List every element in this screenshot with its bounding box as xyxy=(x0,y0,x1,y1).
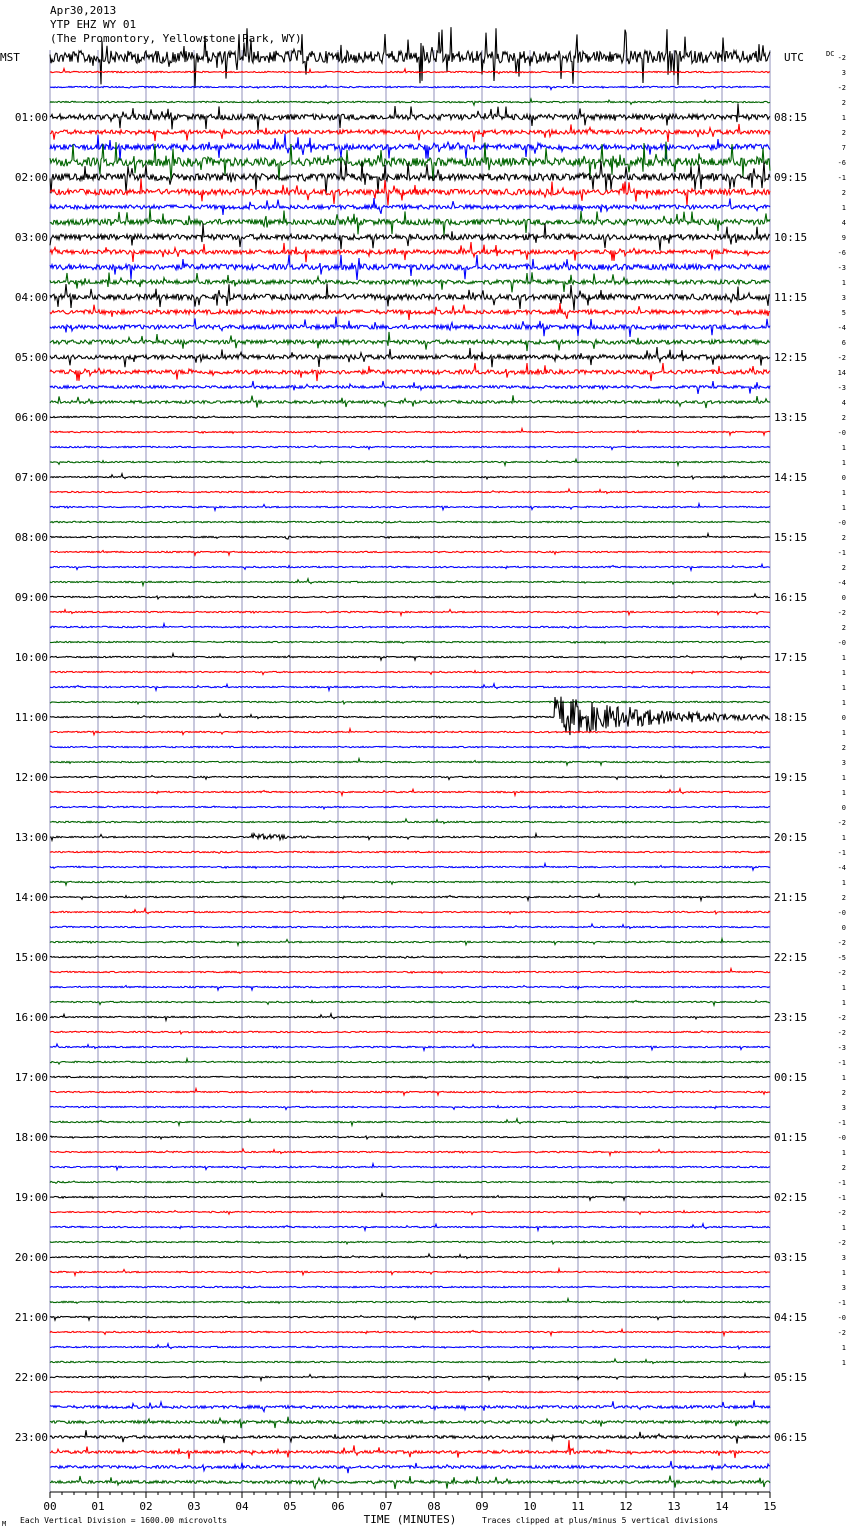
seismic-trace xyxy=(50,208,770,235)
seismic-trace xyxy=(50,179,770,206)
seismic-trace xyxy=(50,317,770,337)
mst-hour-label: 06:00 xyxy=(14,411,48,424)
clip-note: Traces clipped at plus/minus 5 vertical divisions xyxy=(482,1516,719,1525)
utc-hour-label: 06:15 xyxy=(774,1431,808,1444)
dc-offset-label: -1 xyxy=(837,1119,846,1127)
seismic-trace xyxy=(50,284,770,311)
mst-hour-label: 17:00 xyxy=(14,1071,48,1084)
mst-hour-label: 11:00 xyxy=(14,711,48,724)
seismic-trace xyxy=(50,1194,770,1201)
dc-offset-label: 2 xyxy=(841,564,846,572)
dc-offset-label: 1 xyxy=(841,444,846,452)
dc-offset-label: -2 xyxy=(837,939,846,947)
seismic-trace xyxy=(50,1461,770,1473)
dc-offset-label: 1 xyxy=(841,774,846,782)
dc-offset-label: -0 xyxy=(837,909,846,917)
seismic-trace xyxy=(50,446,770,450)
dc-offset-label: 3 xyxy=(841,759,846,767)
mst-hour-label: 01:00 xyxy=(14,111,48,124)
seismic-trace xyxy=(50,459,770,465)
dc-offset-label: 2 xyxy=(841,414,846,422)
dc-offset-label: 0 xyxy=(841,714,846,722)
seismic-trace xyxy=(50,1316,770,1321)
scale-note: Each Vertical Division = 1600.00 microvolts xyxy=(20,1516,228,1525)
x-tick-label: 00 xyxy=(43,1500,57,1513)
dc-offset-label: -2 xyxy=(837,1329,846,1337)
seismic-trace xyxy=(50,701,770,704)
utc-hour-label: 20:15 xyxy=(774,831,808,844)
dc-offset-label: 0 xyxy=(841,924,846,932)
seismic-trace xyxy=(50,1374,770,1381)
utc-hour-label: 00:15 xyxy=(774,1071,808,1084)
dc-offset-label: -1 xyxy=(837,174,846,182)
dc-offset-label: -0 xyxy=(837,429,846,437)
corner-mark: M xyxy=(2,1520,7,1528)
seismic-trace xyxy=(50,124,770,142)
dc-offset-label: -2 xyxy=(837,609,846,617)
dc-offset-label: 2 xyxy=(841,1164,846,1172)
seismic-trace xyxy=(50,1001,770,1006)
seismic-trace xyxy=(50,198,770,215)
dc-offset-label: 1 xyxy=(841,1269,846,1277)
dc-offset-label: 1 xyxy=(841,504,846,512)
dc-offset-label: -0 xyxy=(837,519,846,527)
dc-offset-label: 1 xyxy=(841,729,846,737)
seismic-trace xyxy=(50,474,770,479)
dc-offset-label: 2 xyxy=(841,744,846,752)
x-tick-label: 01 xyxy=(91,1500,105,1513)
plot-date: Apr30,2013 xyxy=(50,4,117,17)
seismic-trace xyxy=(50,1076,770,1078)
x-tick-label: 13 xyxy=(667,1500,681,1513)
mst-hour-label: 16:00 xyxy=(14,1011,48,1024)
seismic-trace xyxy=(50,654,770,661)
seismic-trace xyxy=(50,1149,770,1155)
mst-hour-label: 13:00 xyxy=(14,831,48,844)
utc-hour-label: 22:15 xyxy=(774,951,808,964)
dc-offset-label: 4 xyxy=(841,219,846,227)
seismic-trace xyxy=(50,969,770,974)
seismic-trace xyxy=(50,956,770,958)
seismic-trace xyxy=(50,610,770,616)
seismic-trace xyxy=(50,924,770,929)
seismic-trace xyxy=(50,1359,770,1364)
seismic-trace xyxy=(50,746,770,748)
seismic-trace xyxy=(50,223,770,250)
dc-offset-label: 1 xyxy=(841,114,846,122)
utc-hour-label: 01:15 xyxy=(774,1131,808,1144)
dc-offset-label: 0 xyxy=(841,594,846,602)
seismic-trace xyxy=(50,1254,770,1259)
seismic-trace xyxy=(50,851,770,853)
dc-offset-label: -0 xyxy=(837,639,846,647)
dc-offset-label: 1 xyxy=(841,1344,846,1352)
seismic-trace xyxy=(50,85,770,89)
utc-hour-label: 03:15 xyxy=(774,1251,808,1264)
dc-column-label: DC xyxy=(826,50,835,58)
dc-offset-label: -0 xyxy=(837,1314,846,1322)
dc-offset-label: 1 xyxy=(841,684,846,692)
dc-offset-label: 1 xyxy=(841,489,846,497)
utc-hour-label: 14:15 xyxy=(774,471,808,484)
seismic-trace xyxy=(50,521,770,523)
seismic-trace xyxy=(50,624,770,629)
trace-group xyxy=(50,27,770,1489)
mst-hour-label: 02:00 xyxy=(14,171,48,184)
seismic-trace xyxy=(50,134,770,161)
seismic-trace xyxy=(50,1044,770,1050)
dc-offset-label: 2 xyxy=(841,624,846,632)
dc-offset-label: -3 xyxy=(837,264,846,272)
dc-offset-label: -3 xyxy=(837,384,846,392)
seismic-trace xyxy=(50,864,770,871)
dc-offset-label: 1 xyxy=(841,1074,846,1082)
seismic-trace xyxy=(50,939,770,946)
utc-hour-label: 13:15 xyxy=(774,411,808,424)
seismic-trace xyxy=(50,1329,770,1335)
dc-offset-label: -4 xyxy=(837,579,846,587)
dc-offset-label: 1 xyxy=(841,459,846,467)
seismic-trace xyxy=(50,551,770,556)
seismic-trace xyxy=(50,363,770,381)
dc-offset-label: -2 xyxy=(837,1014,846,1022)
x-tick-label: 03 xyxy=(187,1500,201,1513)
mst-hour-label: 21:00 xyxy=(14,1311,48,1324)
seismic-trace xyxy=(50,27,770,88)
seismic-trace xyxy=(50,1286,770,1288)
seismic-trace xyxy=(50,641,770,643)
dc-offset-label: -2 xyxy=(837,84,846,92)
seismic-trace xyxy=(50,504,770,511)
dc-offset-label: 1 xyxy=(841,789,846,797)
utc-hour-label: 21:15 xyxy=(774,891,808,904)
dc-offset-label: -2 xyxy=(837,1029,846,1037)
seismic-trace xyxy=(50,1106,770,1110)
dc-offset-label: -2 xyxy=(837,969,846,977)
seismic-trace xyxy=(50,1391,770,1393)
seismic-trace xyxy=(50,99,770,105)
dc-offset-label: 2 xyxy=(841,534,846,542)
seismic-trace xyxy=(50,381,770,394)
mst-hour-label: 04:00 xyxy=(14,291,48,304)
dc-offset-label: -2 xyxy=(837,1239,846,1247)
seismic-trace xyxy=(50,429,770,436)
x-axis-label: TIME (MINUTES) xyxy=(363,1513,457,1526)
mst-hour-label: 03:00 xyxy=(14,231,48,244)
x-tick-label: 09 xyxy=(475,1500,489,1513)
mst-zone-label: MST xyxy=(0,51,20,64)
seismic-trace xyxy=(50,819,770,824)
seismic-trace xyxy=(50,789,770,796)
dc-offset-label: 2 xyxy=(841,99,846,107)
dc-offset-label: 4 xyxy=(841,399,846,407)
dc-offset-label: 1 xyxy=(841,999,846,1007)
x-tick-label: 11 xyxy=(571,1500,585,1513)
dc-offset-label: 0 xyxy=(841,804,846,812)
seismic-trace xyxy=(50,255,770,280)
utc-hour-label: 09:15 xyxy=(774,171,808,184)
mst-hour-label: 22:00 xyxy=(14,1371,48,1384)
utc-hour-label: 15:15 xyxy=(774,531,808,544)
seismic-trace xyxy=(50,1440,770,1459)
dc-offset-label: -2 xyxy=(837,354,846,362)
mst-hour-label: 07:00 xyxy=(14,471,48,484)
dc-offset-label: -3 xyxy=(837,1044,846,1052)
seismic-trace xyxy=(50,1181,770,1183)
utc-hour-label: 10:15 xyxy=(774,231,808,244)
mst-hour-label: 05:00 xyxy=(14,351,48,364)
seismic-trace xyxy=(50,303,770,320)
dc-offset-label: 3 xyxy=(841,1254,846,1262)
dc-offset-label: -2 xyxy=(837,819,846,827)
x-tick-label: 12 xyxy=(619,1500,633,1513)
utc-hour-label: 11:15 xyxy=(774,291,808,304)
dc-offset-label: 3 xyxy=(841,69,846,77)
dc-offset-label: -1 xyxy=(837,1299,846,1307)
x-tick-label: 02 xyxy=(139,1500,153,1513)
seismic-trace xyxy=(50,416,770,418)
dc-offset-label: -1 xyxy=(837,1059,846,1067)
dc-offset-label: 1 xyxy=(841,654,846,662)
mst-hour-label: 08:00 xyxy=(14,531,48,544)
mst-hour-label: 14:00 xyxy=(14,891,48,904)
utc-hour-label: 23:15 xyxy=(774,1011,808,1024)
dc-offset-label: 3 xyxy=(841,1104,846,1112)
seismic-trace xyxy=(50,881,770,886)
x-tick-label: 06 xyxy=(331,1500,345,1513)
dc-offset-label: 1 xyxy=(841,204,846,212)
dc-offset-label: -1 xyxy=(837,549,846,557)
x-tick-label: 14 xyxy=(715,1500,729,1513)
dc-offset-label: 3 xyxy=(841,294,846,302)
seismic-trace xyxy=(50,1299,770,1304)
utc-hour-label: 18:15 xyxy=(774,711,808,724)
seismic-trace xyxy=(50,1476,770,1489)
seismic-trace xyxy=(50,1164,770,1170)
seismic-trace xyxy=(50,534,770,540)
mst-hour-label: 20:00 xyxy=(14,1251,48,1264)
seismic-trace xyxy=(50,1136,770,1139)
seismic-trace xyxy=(50,834,770,841)
seismic-trace xyxy=(50,1059,770,1064)
dc-offset-label: -1 xyxy=(837,1179,846,1187)
seismic-trace xyxy=(50,69,770,74)
seismic-trace xyxy=(50,1344,770,1349)
utc-hour-label: 12:15 xyxy=(774,351,808,364)
utc-hour-label: 08:15 xyxy=(774,111,808,124)
dc-offset-label: 2 xyxy=(841,189,846,197)
x-tick-label: 07 xyxy=(379,1500,393,1513)
dc-offset-label: -5 xyxy=(837,954,846,962)
seismic-trace xyxy=(50,776,770,780)
dc-offset-label: 9 xyxy=(841,234,846,242)
seismic-trace xyxy=(50,332,770,351)
mst-hour-label: 15:00 xyxy=(14,951,48,964)
seismic-trace xyxy=(50,986,770,991)
mst-hour-label: 12:00 xyxy=(14,771,48,784)
dc-offset-label: -0 xyxy=(837,1134,846,1142)
seismic-trace xyxy=(50,1014,770,1021)
dc-offset-label: 1 xyxy=(841,834,846,842)
dc-offset-label: -4 xyxy=(837,324,846,332)
dc-offset-label: -6 xyxy=(837,249,846,257)
dc-offset-label: 1 xyxy=(841,984,846,992)
dc-offset-label: 0 xyxy=(841,474,846,482)
mst-hour-label: 09:00 xyxy=(14,591,48,604)
seismic-trace xyxy=(50,1031,770,1034)
seismic-trace xyxy=(50,806,770,809)
station-location: (The Promontory, Yellowstone Park, WY) xyxy=(50,32,302,45)
seismic-trace xyxy=(50,1417,770,1428)
dc-offset-label: 1 xyxy=(841,279,846,287)
dc-offset-label: 1 xyxy=(841,879,846,887)
utc-hour-label: 16:15 xyxy=(774,591,808,604)
dc-offset-label: 1 xyxy=(841,669,846,677)
dc-offset-label: 7 xyxy=(841,144,846,152)
seismic-trace xyxy=(50,395,770,408)
seismic-trace xyxy=(50,1430,770,1443)
dc-offset-label: 2 xyxy=(841,129,846,137)
dc-offset-label: 3 xyxy=(841,1284,846,1292)
x-tick-label: 04 xyxy=(235,1500,249,1513)
seismic-trace xyxy=(50,564,770,570)
station-code: YTP EHZ WY 01 xyxy=(50,18,137,31)
mst-hour-label: 18:00 xyxy=(14,1131,48,1144)
seismic-trace xyxy=(50,1119,770,1126)
utc-hour-label: 04:15 xyxy=(774,1311,808,1324)
seismic-trace xyxy=(50,671,770,675)
dc-offset-label: 1 xyxy=(841,1359,846,1367)
utc-zone-label: UTC xyxy=(784,51,804,64)
mst-hour-label: 19:00 xyxy=(14,1191,48,1204)
seismic-trace xyxy=(50,1269,770,1276)
x-tick-label: 10 xyxy=(523,1500,537,1513)
dc-offset-label: 5 xyxy=(841,309,846,317)
seismic-trace xyxy=(50,594,770,599)
dc-offset-label: 14 xyxy=(837,369,846,377)
seismic-trace xyxy=(50,1224,770,1231)
dc-offset-label: -4 xyxy=(837,864,846,872)
x-tick-label: 05 xyxy=(283,1500,297,1513)
x-tick-label: 08 xyxy=(427,1500,441,1513)
seismic-trace xyxy=(50,272,770,292)
dc-offset-label: -6 xyxy=(837,159,846,167)
dc-offset-label: 2 xyxy=(841,894,846,902)
seismic-trace xyxy=(50,1400,770,1411)
seismic-trace xyxy=(50,729,770,735)
dc-offset-label: 1 xyxy=(841,699,846,707)
seismic-trace xyxy=(50,347,770,367)
dc-offset-label: 2 xyxy=(841,1089,846,1097)
seismic-trace xyxy=(50,684,770,691)
seismic-trace xyxy=(50,1211,770,1215)
seismic-trace xyxy=(50,104,770,131)
seismic-trace xyxy=(50,759,770,766)
seismic-trace xyxy=(50,909,770,914)
dc-offset-label: -2 xyxy=(837,54,846,62)
seismic-trace xyxy=(50,489,770,494)
dc-offset-label: 6 xyxy=(841,339,846,347)
seismic-trace xyxy=(50,1241,770,1244)
seismic-trace xyxy=(50,1089,770,1096)
dc-offset-label: 1 xyxy=(841,1149,846,1157)
dc-offset-label: -1 xyxy=(837,1194,846,1202)
dc-offset-label: -1 xyxy=(837,849,846,857)
mst-hour-label: 23:00 xyxy=(14,1431,48,1444)
utc-hour-label: 05:15 xyxy=(774,1371,808,1384)
seismic-trace xyxy=(50,242,770,262)
utc-hour-label: 19:15 xyxy=(774,771,808,784)
utc-hour-label: 02:15 xyxy=(774,1191,808,1204)
x-tick-label: 15 xyxy=(763,1500,777,1513)
label-group xyxy=(0,51,846,1526)
seismic-trace xyxy=(50,894,770,900)
seismic-trace xyxy=(50,579,770,586)
utc-hour-label: 17:15 xyxy=(774,651,808,664)
dc-offset-label: -2 xyxy=(837,1209,846,1217)
mst-hour-label: 10:00 xyxy=(14,651,48,664)
dc-offset-label: 1 xyxy=(841,1224,846,1232)
